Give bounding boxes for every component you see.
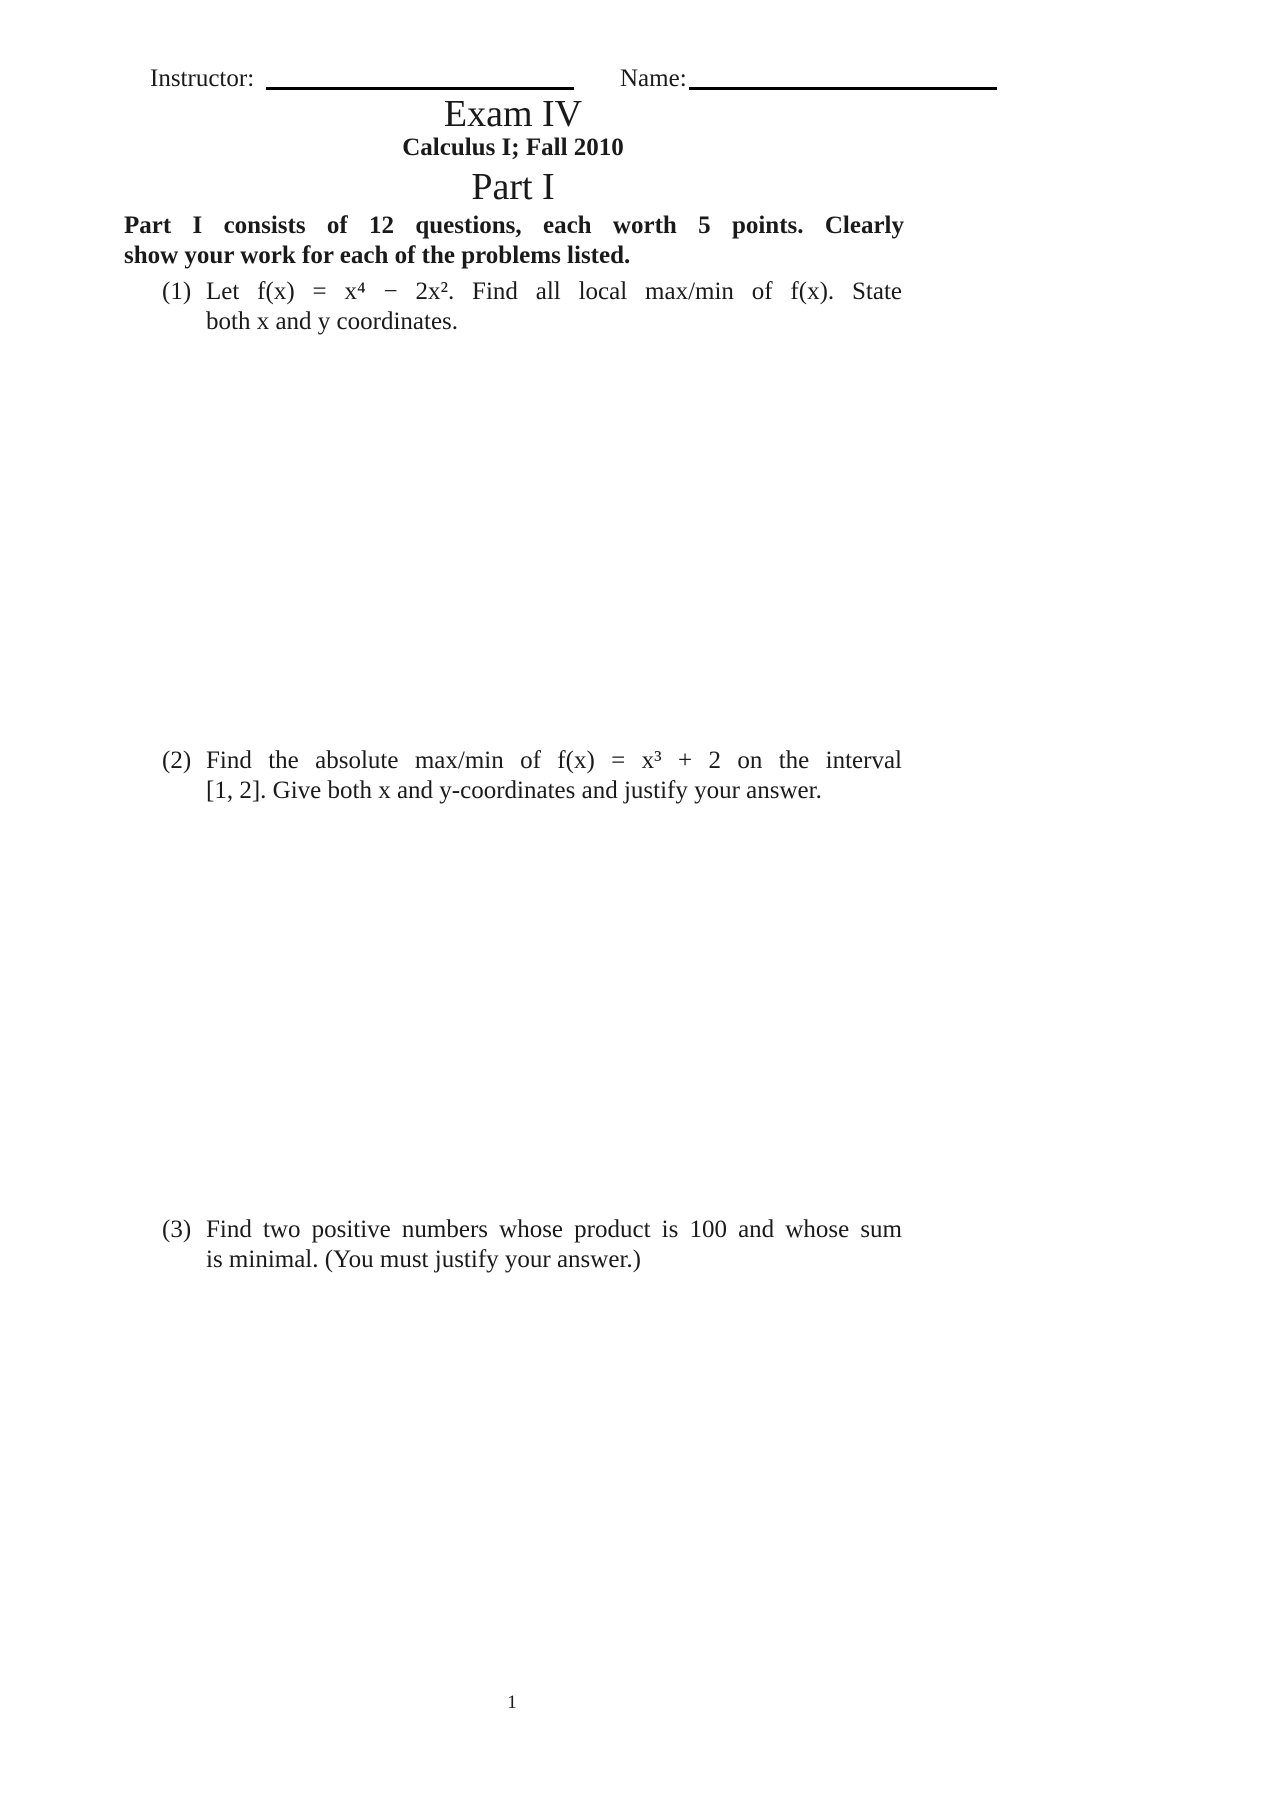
instructor-label: Instructor: xyxy=(150,65,255,92)
question-2-number: (2) xyxy=(162,747,192,774)
question-3 xyxy=(162,1215,902,1275)
question-3-line-2: is minimal. (You must justify your answer.) xyxy=(206,1246,641,1273)
name-label: Name: xyxy=(620,65,687,92)
instructions-line-2: show your work for each of the problems listed. xyxy=(124,242,631,269)
part-title: Part I xyxy=(471,166,555,208)
question-2-line-1: Find the absolute max/min of f(x) = x³ + 2 on the interval xyxy=(206,747,902,774)
question-2-line-2: [1, 2]. Give both x and y-coordinates and justify your answer. xyxy=(206,777,822,804)
name-field[interactable] xyxy=(689,87,997,90)
question-1-number: (1) xyxy=(162,278,192,305)
course-subtitle: Calculus I; Fall 2010 xyxy=(402,134,624,161)
instructions xyxy=(124,211,904,271)
question-3-line-1: Find two positive numbers whose product is 100 and whose sum xyxy=(206,1216,902,1243)
instructions-line-1: Part I consists of 12 questions, each worth 5 points. Clearly xyxy=(124,212,904,239)
question-1-line-2: both x and y coordinates. xyxy=(206,308,459,335)
page-number: 1 xyxy=(507,1692,517,1713)
question-3-number: (3) xyxy=(162,1216,192,1243)
question-1-line-1: Let f(x) = x⁴ − 2x². Find all local max/min of f(x). State xyxy=(206,278,902,305)
question-2 xyxy=(162,746,902,806)
instructor-field[interactable] xyxy=(266,87,574,90)
question-1 xyxy=(162,277,902,337)
exam-title: Exam IV xyxy=(443,93,583,135)
